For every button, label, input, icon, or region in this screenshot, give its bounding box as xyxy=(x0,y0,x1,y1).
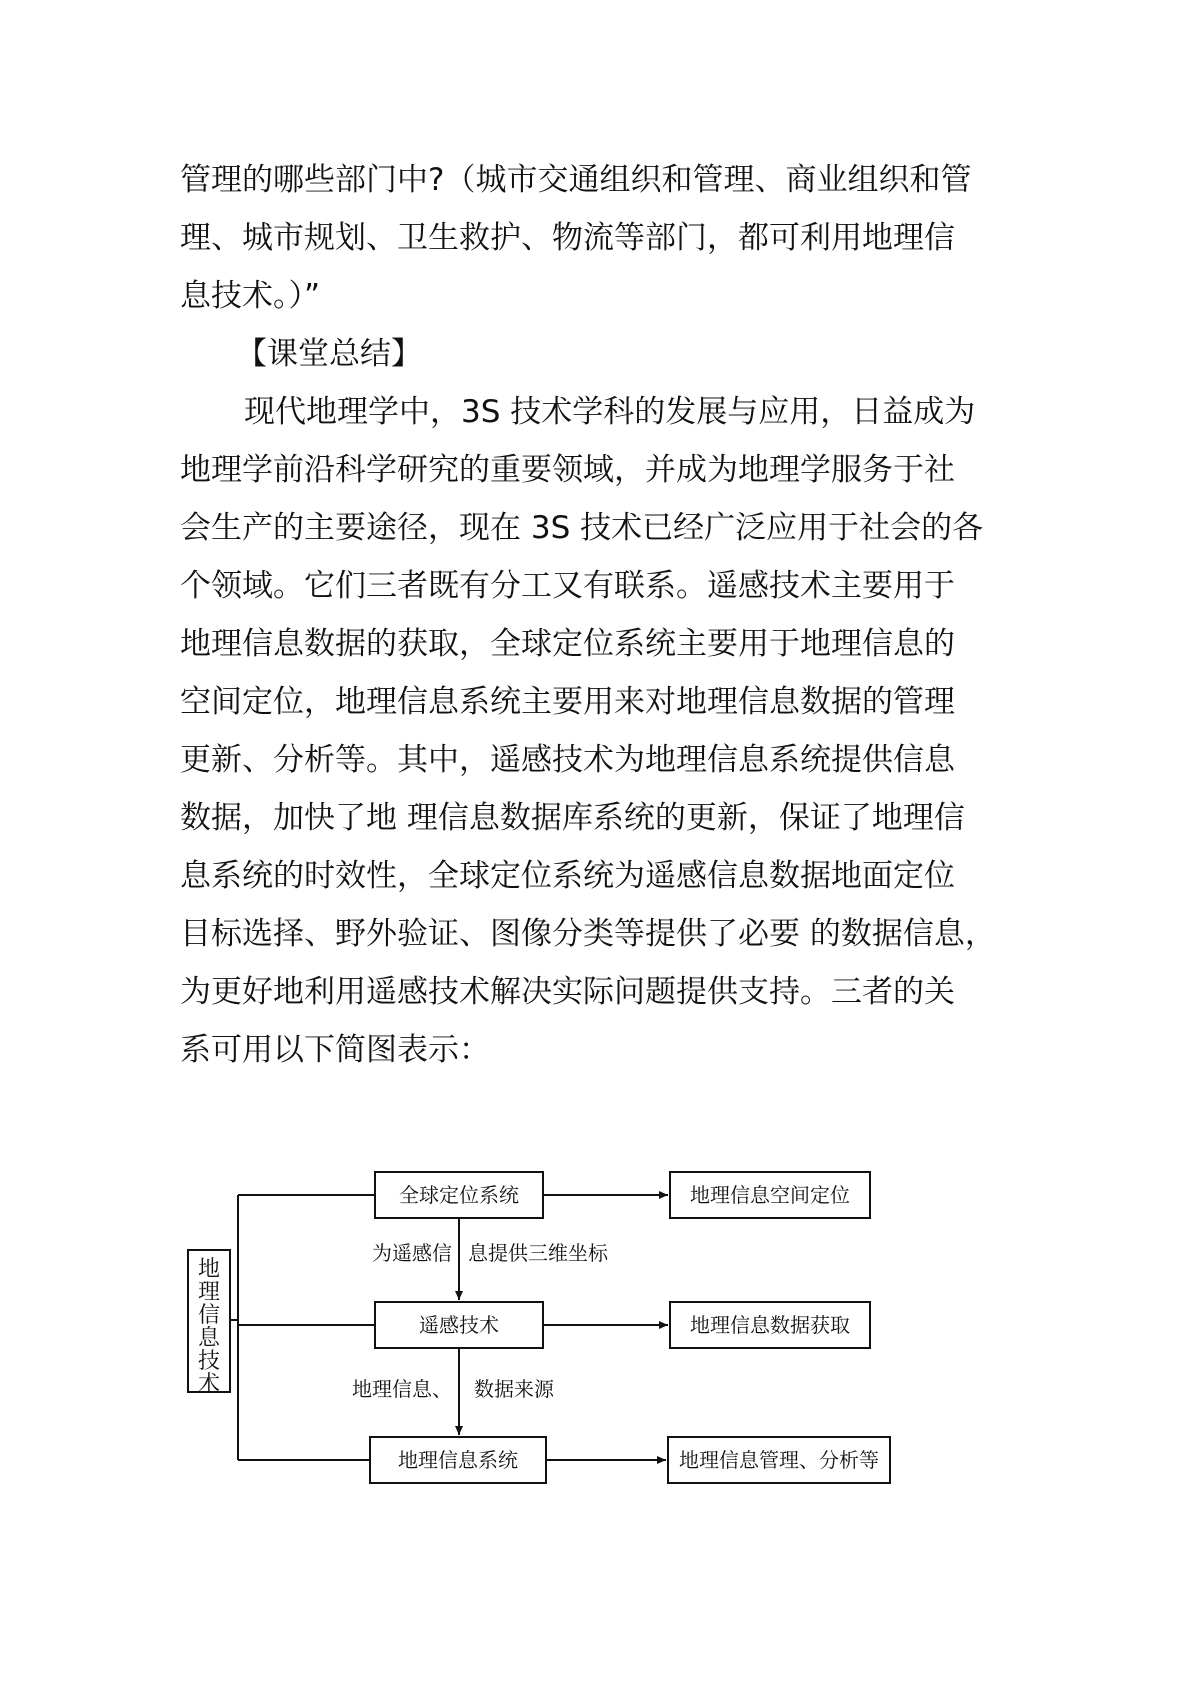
3s-relationship-diagram xyxy=(180,1160,980,1510)
paragraph-line-6: 地理学前沿科学研究的重要领域，并成为地理学服务于社 xyxy=(180,452,955,488)
node-gps-label: 全球定位系统 xyxy=(399,1183,519,1207)
paragraph-line-8: 个领域。它们三者既有分工又有联系。遥感技术主要用于 xyxy=(180,568,955,604)
node-gis-output-label: 地理信息管理、分析等 xyxy=(679,1448,879,1472)
paragraph-line-7: 会生产的主要途径，现在 3S 技术已经广泛应用于社会的各 xyxy=(180,510,984,546)
section-heading: 【课堂总结】 xyxy=(236,336,422,372)
paragraph-line-10: 空间定位，地理信息系统主要用来对地理信息数据的管理 xyxy=(180,684,955,720)
paragraph-line-9: 地理信息数据的获取，全球定位系统主要用于地理信息的 xyxy=(180,626,955,662)
edge-label-rs-gis-left: 地理信息、 xyxy=(352,1377,452,1401)
edge-label-gps-rs-left: 为遥感信 xyxy=(372,1241,452,1265)
paragraph-line-13: 息系统的时效性，全球定位系统为遥感信息数据地面定位 xyxy=(180,858,955,894)
paragraph-line-3: 息技术。）” xyxy=(180,278,321,314)
paragraph-line-14: 目标选择、野外验证、图像分类等提供了必要 的数据信息， xyxy=(180,916,996,952)
side-label-char-1: 地 xyxy=(197,1257,221,1282)
paragraph-line-2: 理、城市规划、卫生救护、物流等部门，都可利用地理信 xyxy=(180,220,955,256)
paragraph-line-15: 为更好地利用遥感技术解决实际问题提供支持。三者的关 xyxy=(180,974,955,1010)
side-label-char-4: 息 xyxy=(197,1326,221,1351)
paragraph-line-12: 数据，加快了地 理信息数据库系统的更新，保证了地理信 xyxy=(180,800,965,836)
side-label-char-6: 术 xyxy=(197,1372,221,1397)
side-label-char-5: 技 xyxy=(197,1349,221,1374)
paragraph-line-5: 现代地理学中，3S 技术学科的发展与应用，日益成为 xyxy=(244,394,976,430)
node-rs-output-label: 地理信息数据获取 xyxy=(690,1313,850,1337)
node-gis-label: 地理信息系统 xyxy=(398,1448,518,1472)
edge-label-rs-gis-right: 数据来源 xyxy=(474,1377,554,1401)
edge-label-gps-rs-right: 息提供三维坐标 xyxy=(468,1241,608,1265)
side-label-char-3: 信 xyxy=(197,1303,221,1328)
paragraph-line-16: 系可用以下简图表示： xyxy=(180,1032,490,1068)
paragraph-line-11: 更新、分析等。其中，遥感技术为地理信息系统提供信息 xyxy=(180,742,955,778)
side-label-char-2: 理 xyxy=(197,1280,221,1305)
node-rs-label: 遥感技术 xyxy=(419,1313,499,1337)
node-gps-output-label: 地理信息空间定位 xyxy=(690,1183,850,1207)
paragraph-line-1: 管理的哪些部门中?（城市交通组织和管理、商业组织和管 xyxy=(180,162,972,198)
